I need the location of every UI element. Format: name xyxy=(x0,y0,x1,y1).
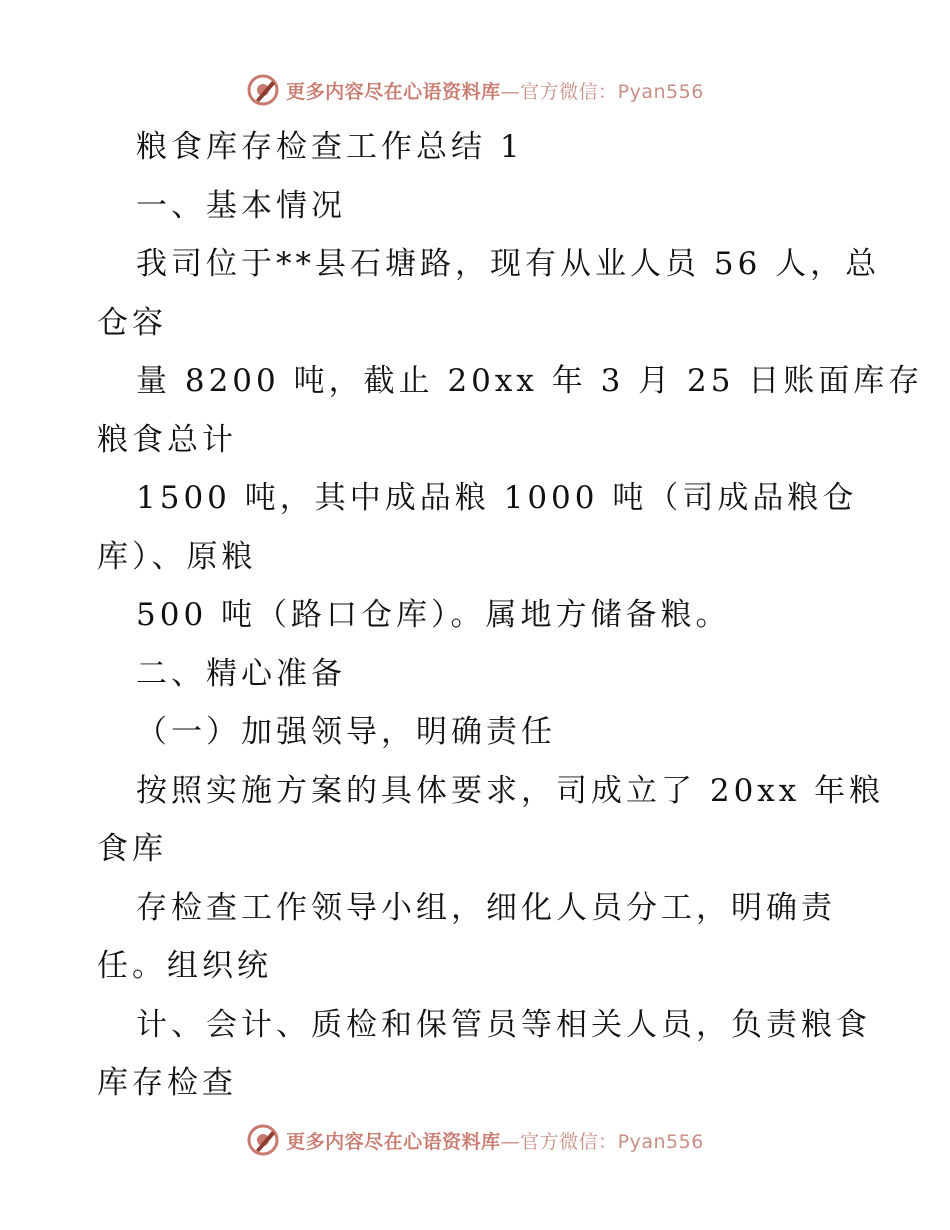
pen-nib-logo-icon xyxy=(246,73,280,107)
banner-text: 更多内容尽在心语资料库—官方微信：Pyan556 xyxy=(286,80,704,103)
paragraph-line: 任。组织统 xyxy=(97,948,272,984)
subsection-heading: （一）加强领导，明确责任 xyxy=(136,714,556,750)
paragraph-line: 存检查工作领导小组，细化人员分工，明确责 xyxy=(136,889,836,926)
paragraph-line: 500 吨（路口仓库）。属地方储备粮。 xyxy=(136,597,731,633)
paragraph-line: 粮食总计 xyxy=(97,421,237,458)
pen-nib-logo-icon xyxy=(246,1123,280,1157)
paragraph-line: 按照实施方案的具体要求，司成立了 20xx 年粮 xyxy=(136,772,885,809)
paragraph-line: 1500 吨，其中成品粮 1000 吨（司成品粮仓 xyxy=(136,480,858,516)
paragraph-line: 量 8200 吨，截止 20xx 年 3 月 25 日账面库存 xyxy=(136,363,924,399)
document-title: 粮食库存检查工作总结 1 xyxy=(136,129,524,165)
paragraph-line: 食库 xyxy=(97,831,167,867)
footer-watermark-banner xyxy=(0,1120,950,1160)
document-body xyxy=(97,118,924,1113)
paragraph-line: 库）、原粮 xyxy=(97,538,257,575)
banner-text: 更多内容尽在心语资料库—官方微信：Pyan556 xyxy=(286,1130,704,1153)
header-watermark-banner xyxy=(0,70,950,110)
paragraph-line: 我司位于**县石塘路，现有从业人员 56 人，总 xyxy=(136,246,881,282)
paragraph-line: 计、会计、质检和保管员等相关人员，负责粮食 xyxy=(136,1006,871,1043)
paragraph-line: 库存检查 xyxy=(97,1065,237,1101)
section-heading: 一、基本情况 xyxy=(136,187,346,224)
section-heading: 二、精心准备 xyxy=(136,655,346,692)
paragraph-line: 仓容 xyxy=(97,304,167,341)
